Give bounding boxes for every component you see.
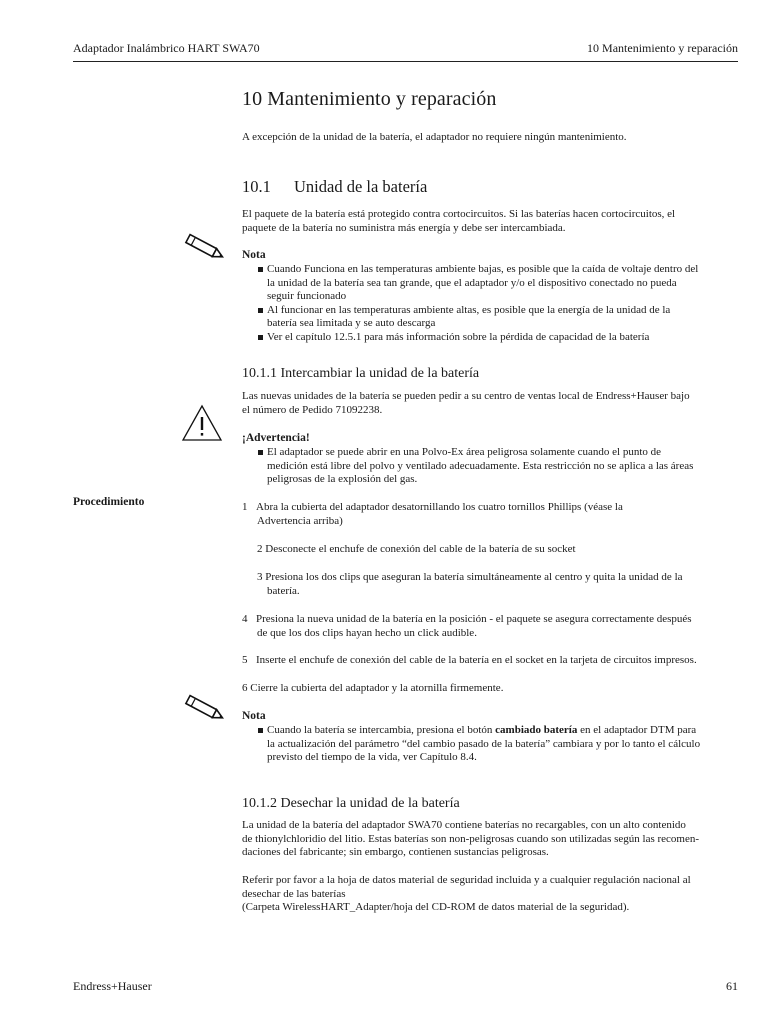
- note-label: Nota: [242, 249, 266, 261]
- subsection-1012-paragraph: La unidad de la batería del adaptador SWA70 contiene baterías no recargables, con un alto contenido de thionylchloridio del litio. Estas baterías son non-peligrosas cuando son utilizadas según las recomen- daciones del fabricante; sin embargo, contienen sustancias peligrosas.: [242, 819, 700, 859]
- procedure-step: 4 Presiona la nueva unidad de la batería en la posición - el paquete se asegura correctamente después de que los dos clips hayan hecho un click audible.: [242, 613, 692, 639]
- note-list: [256, 724, 740, 765]
- list-item: El adaptador se puede abrir en una Polvo-Ex área peligrosa solamente cuando el punto de medición está libre del polvo y ventilado adecuadamente. Esta restricción no se aplica a las áreas peligrosas de la explosión del gas.: [256, 446, 740, 487]
- procedure-step: 6 Cierre la cubierta del adaptador y la atornilla firmemente.: [242, 682, 504, 694]
- warning-triangle-icon: [181, 404, 223, 447]
- list-item: Ver el capítulo 12.5.1 para más información sobre la pérdida de capacidad de la batería: [256, 331, 740, 345]
- subsection-101-heading: [242, 177, 427, 197]
- note-label: Nota: [242, 710, 266, 722]
- header-right: 10 Mantenimiento y reparación: [587, 41, 738, 55]
- procedure-label: Procedimiento: [73, 496, 145, 508]
- subsection-101-text: El paquete de la batería está protegido contra cortocircuitos. Si las baterías hacen cortocircuitos, el paquete de la batería no suministra más energía y debe ser intercambiada.: [242, 208, 676, 234]
- header-left: Adaptador Inalámbrico HART SWA70: [73, 41, 260, 55]
- procedure-step: 2 Desconecte el enchufe de conexión del cable de la batería de su socket: [257, 543, 576, 555]
- subsection-101-number: 10.1: [242, 177, 271, 196]
- warning-list: [256, 446, 740, 487]
- pencil-note-icon: [183, 694, 227, 727]
- page-number: 61: [726, 979, 738, 993]
- procedure-step: 3 Presiona los dos clips que aseguran la batería simultáneamente al centro y quita la unidad de la batería.: [257, 571, 683, 597]
- subsection-1012-title: 10.1.2 Desechar la unidad de la batería: [242, 796, 460, 811]
- note-list: [256, 263, 740, 345]
- pencil-note-icon: [183, 233, 227, 266]
- list-item: Cuando Funciona en las temperaturas ambiente bajas, es posible que la caída de voltaje dentro del la unidad de la batería sea tan grande, que el adaptador y/o el dispositivo conectado no pueda seguir funcionado: [256, 263, 740, 304]
- subsection-1011-title: 10.1.1 Intercambiar la unidad de la batería: [242, 366, 480, 381]
- footer-brand: Endress+Hauser: [73, 979, 152, 993]
- procedure-step: 1 Abra la cubierta del adaptador desatornillando los cuatro tornillos Phillips (véase la Advertencia arriba): [242, 501, 623, 527]
- procedure-step: 5 Inserte el enchufe de conexión del cable de la batería en el socket en la tarjeta de circuitos impresos.: [242, 654, 697, 666]
- section-intro: A excepción de la unidad de la batería, el adaptador no requiere ningún mantenimiento.: [242, 131, 627, 143]
- section-title: 10 Mantenimiento y reparación: [242, 88, 497, 110]
- subsection-1011-text: Las nuevas unidades de la batería se pueden pedir a su centro de ventas local de Endress+Hauser bajo el número de Pedido 71092238.: [242, 390, 690, 416]
- header-rule: [73, 61, 738, 62]
- warning-label: ¡Advertencia!: [242, 432, 310, 444]
- subsection-1012-paragraph: Referir por favor a la hoja de datos material de seguridad incluida y a cualquier regulación nacional al desechar de las baterías (Carpeta WirelessHART_Adapter/hoja del CD-ROM de datos material de la seguridad).: [242, 874, 691, 914]
- bold-term: cambiado batería: [495, 724, 578, 736]
- list-item: Cuando la batería se intercambia, presiona el botón cambiado batería en el adaptador DTM para la actualización del parámetro “del cambio pasado de la batería” cambiara y por lo tanto el cálculo previsto del tiempo de la vida, ver Capítulo 8.4.: [256, 724, 740, 765]
- list-item: Al funcionar en las temperaturas ambiente altas, es posible que la energía de la unidad de la batería sea limitada y se auto descarga: [256, 304, 740, 331]
- subsection-101-title: Unidad de la batería: [294, 177, 428, 196]
